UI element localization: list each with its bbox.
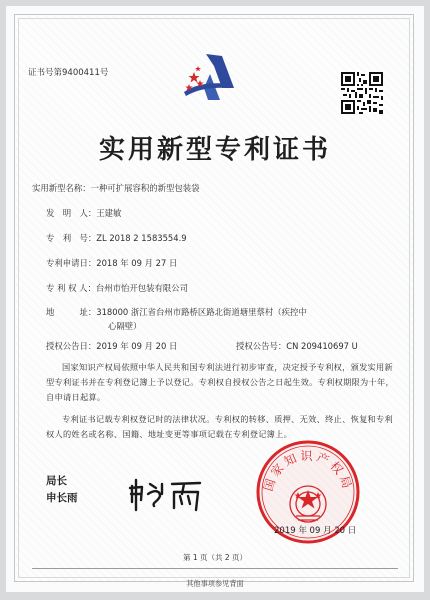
filing-date-row (46, 257, 177, 269)
qr-code-icon (341, 72, 383, 114)
patent-number-row (46, 232, 187, 244)
statement-paragraph-1: 国家知识产权局依照中华人民共和国专利法进行初步审查，决定授予专利权，颁发实用新型专利证书并在专利登记簿上予以登记。专利权自授权公告之日起生效。专利权期限为十年，自申请日起算。 (46, 362, 394, 402)
signer-title: 局长 (46, 475, 67, 487)
seal-text: 国家知识产权局 (260, 449, 356, 493)
utility-model-name-value: 一种可扩展容积的新型包装袋 (90, 183, 200, 193)
signer-name: 申长雨 (46, 492, 78, 504)
handwritten-signature-icon (126, 476, 206, 512)
filing-date-label: 专利申请日： (46, 258, 97, 268)
grant-number-row (236, 340, 358, 352)
grant-date-row (46, 340, 177, 352)
page-number: 第 1 页（共 2 页） (182, 553, 248, 562)
certificate-title: 实用新型专利证书 (98, 135, 331, 165)
cnipa-logo-icon (176, 48, 240, 112)
certificate-number: 证书号第9400411号 (28, 68, 109, 78)
address-row (46, 306, 307, 318)
grant-date-value: 2019 年 09 月 20 日 (96, 341, 178, 351)
patent-number-value: ZL 2018 2 1583554.9 (96, 233, 187, 243)
address-label: 地 址： (46, 307, 97, 317)
footer-divider (32, 568, 398, 569)
grant-date-label: 授权公告日： (46, 341, 97, 351)
patentee-value: 台州市怡开包装有限公司 (95, 283, 188, 293)
statement-paragraph-2: 专利证书记载专利权登记时的法律状况。专利权的转移、质押、无效、终止、恢复和专利权人的姓名或名称、国籍、地址变更等事项记载在专利登记簿上。 (46, 414, 394, 439)
utility-model-name-row (32, 182, 200, 194)
patentee-row (46, 282, 188, 294)
grant-number-label: 授权公告号： (236, 341, 287, 351)
filing-date-value: 2018 年 09 月 27 日 (96, 258, 178, 268)
inventor-value: 王建敏 (96, 208, 122, 218)
patentee-label: 专 利 权 人： (46, 283, 96, 293)
certificate-page (6, 6, 424, 592)
utility-model-name-label: 实用新型名称： (32, 183, 91, 193)
footer-note: 其他事项参见背面 (186, 579, 244, 588)
seal-date: 2019 年 09 月 20 日 (274, 526, 357, 536)
patent-number-label: 专 利 号： (46, 233, 97, 243)
grant-number-value: CN 209410697 U (286, 341, 358, 351)
address-continuation: 心隔壁） (108, 321, 142, 331)
address-value-line1: 318000 浙江省台州市路桥区路北街道塘里蔡村（疾控中 (96, 307, 307, 317)
inventor-label: 发 明 人： (46, 208, 97, 218)
inventor-row (46, 207, 121, 219)
